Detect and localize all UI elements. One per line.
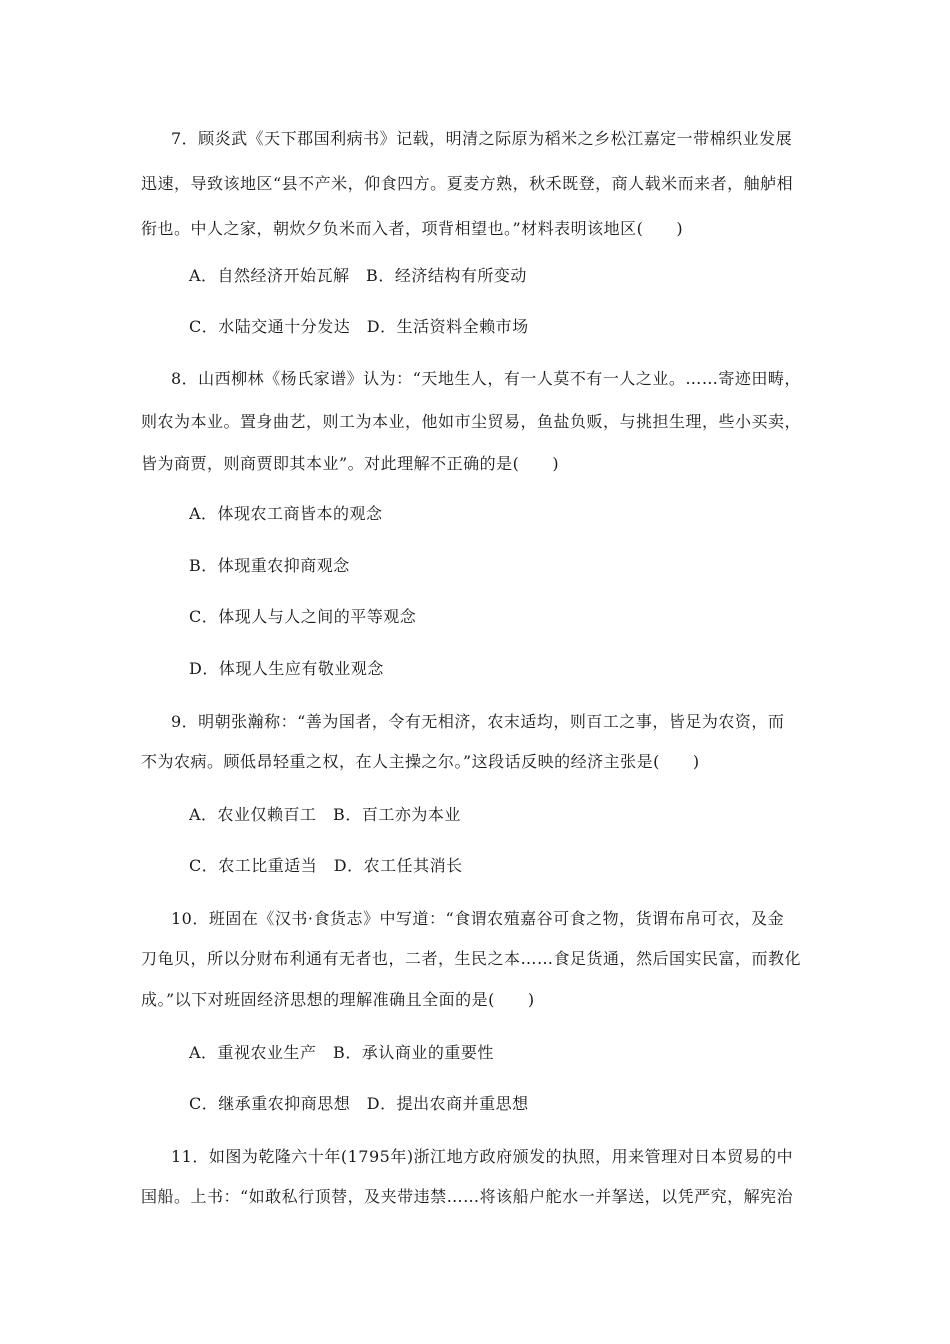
question-8-line-1: 8．山西柳林《杨氏家谱》认为：“天地生人，有一人莫不有一人之业。……寄迹田畴， bbox=[171, 369, 801, 388]
question-10-options-cd: C．继承重农抑商思想 D．提出农商并重思想 bbox=[189, 1094, 529, 1113]
question-11-line-2: 国船。上书：“如敢私行顶替，及夹带违禁……将该船户舵水一并拏送，以凭严究，解宪治 bbox=[141, 1187, 794, 1206]
question-7-line-1: 7．顾炎武《天下郡国利病书》记载，明清之际原为稻米之乡松江嘉定一带棉织业发展 bbox=[171, 129, 793, 148]
question-9-line-1: 9．明朝张瀚称：“善为国者，令有无相济，农末适均，则百工之事，皆足为农资，而 bbox=[171, 712, 785, 731]
question-8-line-3: 皆为商贾，则商贾即其本业”。对此理解不正确的是( ) bbox=[141, 454, 560, 473]
question-10-line-1: 10．班固在《汉书·食货志》中写道：“食谓农殖嘉谷可食之物，货谓布帛可衣，及金 bbox=[171, 909, 785, 928]
question-8-line-2: 则农为本业。置身曲艺，则工为本业，他如市尘贸易，鱼盐负贩，与挑担生理，些小买卖， bbox=[141, 412, 802, 431]
question-8-option-b: B．体现重农抑商观念 bbox=[189, 556, 350, 575]
question-7-line-2: 迅速，导致该地区“县不产米，仰食四方。夏麦方熟，秋禾既登，商人载米而来者，舳舻相 bbox=[141, 174, 794, 193]
question-10-line-2: 刀龟贝，所以分财布利通有无者也，二者，生民之本……食足货通，然后国实民富，而教化 bbox=[141, 949, 802, 968]
question-9-line-2: 不为农病。顾低昂轻重之权，在人主操之尔。”这段话反映的经济主张是( ) bbox=[141, 752, 700, 771]
question-8-option-c: C．体现人与人之间的平等观念 bbox=[189, 607, 417, 626]
question-10-line-3: 成。”以下对班固经济思想的理解准确且全面的是( ) bbox=[141, 990, 535, 1009]
question-8-option-a: A．体现农工商皆本的观念 bbox=[189, 504, 383, 523]
question-7-options-ab: A．自然经济开始瓦解 B．经济结构有所变动 bbox=[189, 266, 527, 285]
question-8-option-d: D．体现人生应有敬业观念 bbox=[189, 659, 384, 678]
question-9-options-ab: A．农业仅赖百工 B．百工亦为本业 bbox=[189, 805, 461, 824]
question-11-line-1: 11．如图为乾隆六十年(1795年)浙江地方政府颁发的执照，用来管理对日本贸易的中 bbox=[171, 1147, 794, 1166]
question-10-options-ab: A．重视农业生产 B．承认商业的重要性 bbox=[189, 1043, 494, 1062]
question-7-line-3: 衔也。中人之家，朝炊夕负米而入者，项背相望也。”材料表明该地区( ) bbox=[141, 219, 684, 238]
question-7-options-cd: C．水陆交通十分发达 D．生活资料全赖市场 bbox=[189, 317, 529, 336]
question-9-options-cd: C．农工比重适当 D．农工任其消长 bbox=[189, 856, 463, 875]
